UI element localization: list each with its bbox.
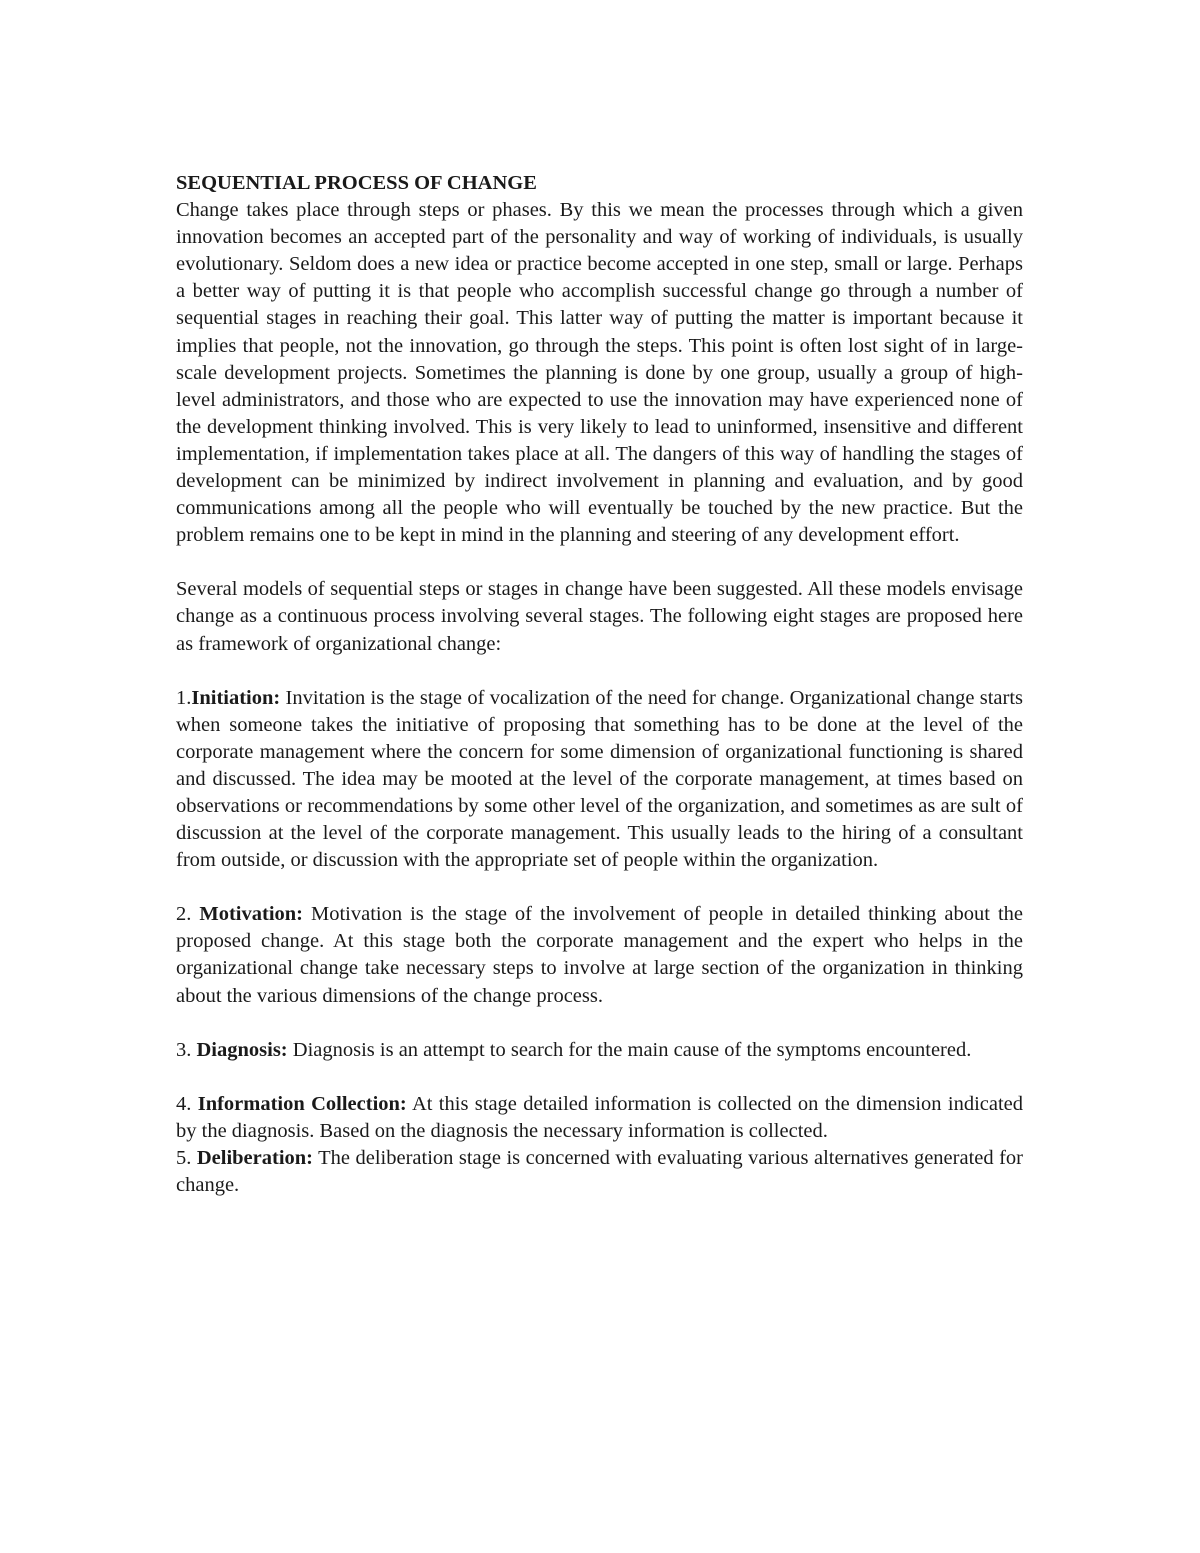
- stage-text: At this stage detailed information is collected on the dimension indicated by the diagnosis. Based on the diagnosis the necessary information is collected.: [176, 1092, 1024, 1142]
- stage-number: 2.: [176, 903, 200, 926]
- stage-diagnosis: [176, 1037, 1023, 1064]
- stage-number: 4.: [176, 1092, 198, 1115]
- stage-initiation: [176, 685, 1023, 875]
- models-paragraph: Several models of sequential steps or stages in change have been suggested. All these models envisage change as a continuous process involving several stages. The following eight stages are proposed here as framework of organizational change:: [176, 578, 1023, 655]
- stage-label: Initiation:: [191, 686, 281, 709]
- document-page: [176, 170, 1023, 1199]
- stage-text: The deliberation stage is concerned with evaluating various alternatives generated for change.: [176, 1146, 1023, 1196]
- stage-label: Deliberation:: [196, 1146, 314, 1169]
- stage-deliberation: [176, 1145, 1023, 1199]
- stage-text: Motivation is the stage of the involvement of people in detailed thinking about the proposed change. At this stage both the corporate management and the expert who helps in the organizational change take necessary steps to involve at large section of the organization in thinking about the various dimensions of the change process.: [176, 903, 1023, 1007]
- intro-paragraph: Change takes place through steps or phases. By this we mean the processes through which a given innovation becomes an accepted part of the personality and way of working of individuals, is usually evolutionary. Seldom does a new idea or practice become accepted in one step, small or large. Perhaps a better way of putting it is that people who accomplish successful change go through a number of sequential stages in reaching their goal. This latter way of putting the matter is important because it implies that people, not the innovation, go through the steps. This point is often lost sight of in large-scale development projects. Sometimes the planning is done by one group, usually a group of high-level administrators, and those who are expected to use the innovation may have experienced none of the development thinking involved. This is very likely to lead to uninformed, insensitive and different implementation, if implementation takes place at all. The dangers of this way of handling the stages of development can be minimized by indirect involvement in planning and evaluation, and by good communications among all the people who will eventually be touched by the new practice. But the problem remains one to be kept in mind in the planning and steering of any development effort.: [176, 199, 1023, 547]
- stage-label: Diagnosis:: [196, 1038, 288, 1061]
- stage-number: 1.: [176, 686, 192, 709]
- stage-label: Information Collection:: [197, 1092, 407, 1115]
- stage-label: Motivation:: [199, 903, 303, 926]
- stage-motivation: [176, 901, 1023, 1009]
- stage-information-collection: [176, 1091, 1023, 1145]
- stage-number: 3.: [176, 1038, 197, 1061]
- stage-text: Invitation is the stage of vocalization of the need for change. Organizational change starts when someone takes the initiative of proposing that something has to be done at the level of the corporate management where the concern for some dimension of organizational functioning is shared and discussed. The idea may be mooted at the level of the corporate management, at times based on observations or recommendations by some other level of the organization, and sometimes as are sult of discussion at the level of the corporate management. This usually leads to the hiring of a consultant from outside, or discussion with the appropriate set of people within the organization.: [176, 686, 1023, 872]
- document-title: SEQUENTIAL PROCESS OF CHANGE: [176, 172, 537, 194]
- stage-text: Diagnosis is an attempt to search for the main cause of the symptoms encountered.: [287, 1038, 972, 1061]
- stage-number: 5.: [176, 1146, 197, 1169]
